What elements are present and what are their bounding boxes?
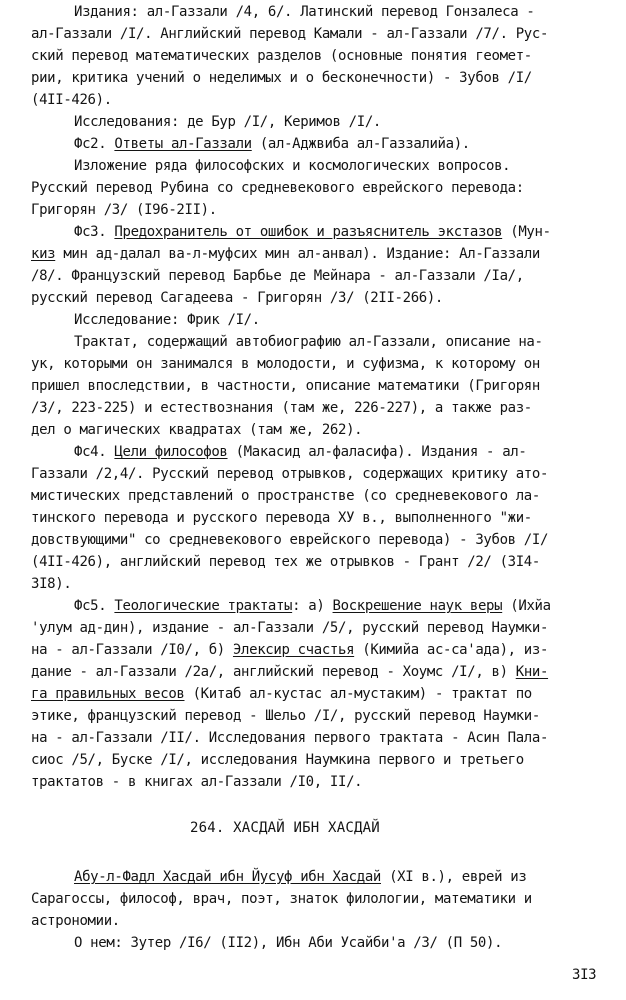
text-line: мистических представлений о пространстве (со средневекового ла- bbox=[31, 488, 540, 504]
text-line: ский перевод математических разделов (основные понятия геомет- bbox=[31, 48, 532, 64]
text-line: Издания: ал-Газзали /4, 6/. Латинский перевод Гонзалеса - bbox=[74, 4, 535, 20]
underlined-title: киз bbox=[31, 246, 56, 262]
underlined-title: Предохранитель от ошибок и разъяснитель экстазов bbox=[114, 224, 503, 240]
text-line: ук, которыми он занимался в молодости, и суфизма, к которому он bbox=[31, 356, 540, 372]
underlined-title: Кни- bbox=[515, 664, 549, 680]
text-line: трактатов - в книгах ал-Газзали /I0, II/. bbox=[31, 774, 363, 790]
text-line: на - ал-Газзали /I0/, б) Элексир счастья (Кимийа ас-са'ада), из- bbox=[31, 642, 549, 658]
text-line: тинского перевода и русского перевода ХУ в., выполненного "жи- bbox=[31, 510, 532, 526]
bio-line: астрономии. bbox=[31, 913, 120, 929]
bio-line: Абу-л-Фадл Хасдай ибн Йусуф ибн Хасдай (XI в.), еврей из bbox=[74, 869, 527, 885]
text-line: 'улум ад-дин), издание - ал-Газзали /5/, русский перевод Наумки- bbox=[31, 620, 549, 636]
text-line: дел о магических квадратах (там же, 262). bbox=[31, 422, 363, 438]
underlined-title: Цели философов bbox=[114, 444, 228, 460]
text-line: Исследование: Фрик /I/. bbox=[74, 312, 260, 328]
bio-line: О нем: Зутер /I6/ (II2), Ибн Аби Усайби'а /3/ (П 50). bbox=[74, 935, 503, 951]
underlined-title: Элексир счастья bbox=[232, 642, 355, 658]
text-line: пришел впоследствии, в частности, описание математики (Григорян bbox=[31, 378, 540, 394]
text-line: довствующими" со средневекового еврейского перевода) - Зубов /I/ bbox=[31, 532, 549, 548]
text-line: Фс2. Ответы ал-Газзали (ал-Аджвиба ал-Газзалийа). bbox=[74, 136, 470, 152]
text-line: Газзали /2,4/. Русский перевод отрывков, содержащих критику ато- bbox=[31, 466, 549, 482]
page-number: 3I3 bbox=[572, 967, 597, 983]
text-line: русский перевод Сагадеева - Григорян /3/ (2II-266). bbox=[31, 290, 444, 306]
text-line: Изложение ряда философских и космологических вопросов. bbox=[74, 158, 511, 174]
text-line: сиос /5/, Буске /I/, исследования Наумкина первого и третьего bbox=[31, 752, 524, 768]
text-line: га правильных весов (Китаб ал-кустас ал-мустаким) - трактат по bbox=[31, 686, 532, 702]
underlined-title: Теологические трактаты bbox=[114, 598, 293, 614]
text-line: 3I8). bbox=[31, 576, 72, 592]
text-line: Григорян /3/ (I96-2II). bbox=[31, 202, 217, 218]
text-line: рии, критика учений о неделимых и о бесконечности) - Зубов /I/ bbox=[31, 70, 532, 86]
text-line: Русский перевод Рубина со средневекового еврейского перевода: bbox=[31, 180, 524, 196]
text-line: (4II-426). bbox=[31, 92, 112, 108]
underlined-title: Воскрешение наук веры bbox=[332, 598, 503, 614]
underlined-title: Ответы ал-Газзали bbox=[114, 136, 252, 152]
underlined-title: Абу-л-Фадл Хасдай ибн Йусуф ибн Хасдай bbox=[74, 869, 381, 885]
text-line: Исследования: де Бур /I/, Керимов /I/. bbox=[74, 114, 381, 130]
text-line: Трактат, содержащий автобиографию ал-Газзали, описание на- bbox=[74, 334, 543, 350]
text-line: киз мин ад-далал ва-л-муфсих мин ал-анвал). Издание: Ал-Газзали bbox=[31, 246, 540, 262]
bio-line: Сарагоссы, философ, врач, поэт, знаток филологии, математики и bbox=[31, 891, 532, 907]
section-heading: 264. ХАСДАЙ ИБН ХАСДАЙ bbox=[190, 820, 380, 836]
text-line: (4II-426), английский перевод тех же отрывков - Грант /2/ (3I4- bbox=[31, 554, 540, 570]
text-line: этике, французский перевод - Шельо /I/, русский перевод Наумки- bbox=[31, 708, 540, 724]
text-line: Фс4. Цели философов (Макасид ал-фаласифа). Издания - ал- bbox=[74, 444, 527, 460]
text-line: Фс5. Теологические трактаты: а) Воскрешение наук веры (Ихйа bbox=[74, 598, 551, 614]
text-line: дание - ал-Газзали /2а/, английский перевод - Хоумс /I/, в) Кни- bbox=[31, 664, 549, 680]
text-line: /3/, 223-225) и естествознания (там же, 226-227), а также раз- bbox=[31, 400, 532, 416]
underlined-title: га правильных весов bbox=[31, 686, 185, 702]
text-line: Фс3. Предохранитель от ошибок и разъяснитель экстазов (Мун- bbox=[74, 224, 551, 240]
text-line: ал-Газзали /I/. Английский перевод Камали - ал-Газзали /7/. Рус- bbox=[31, 26, 549, 42]
text-line: на - ал-Газзали /II/. Исследования первого трактата - Асин Пала- bbox=[31, 730, 549, 746]
text-line: /8/. Французский перевод Барбье де Мейнара - ал-Газзали /Ia/, bbox=[31, 268, 524, 284]
